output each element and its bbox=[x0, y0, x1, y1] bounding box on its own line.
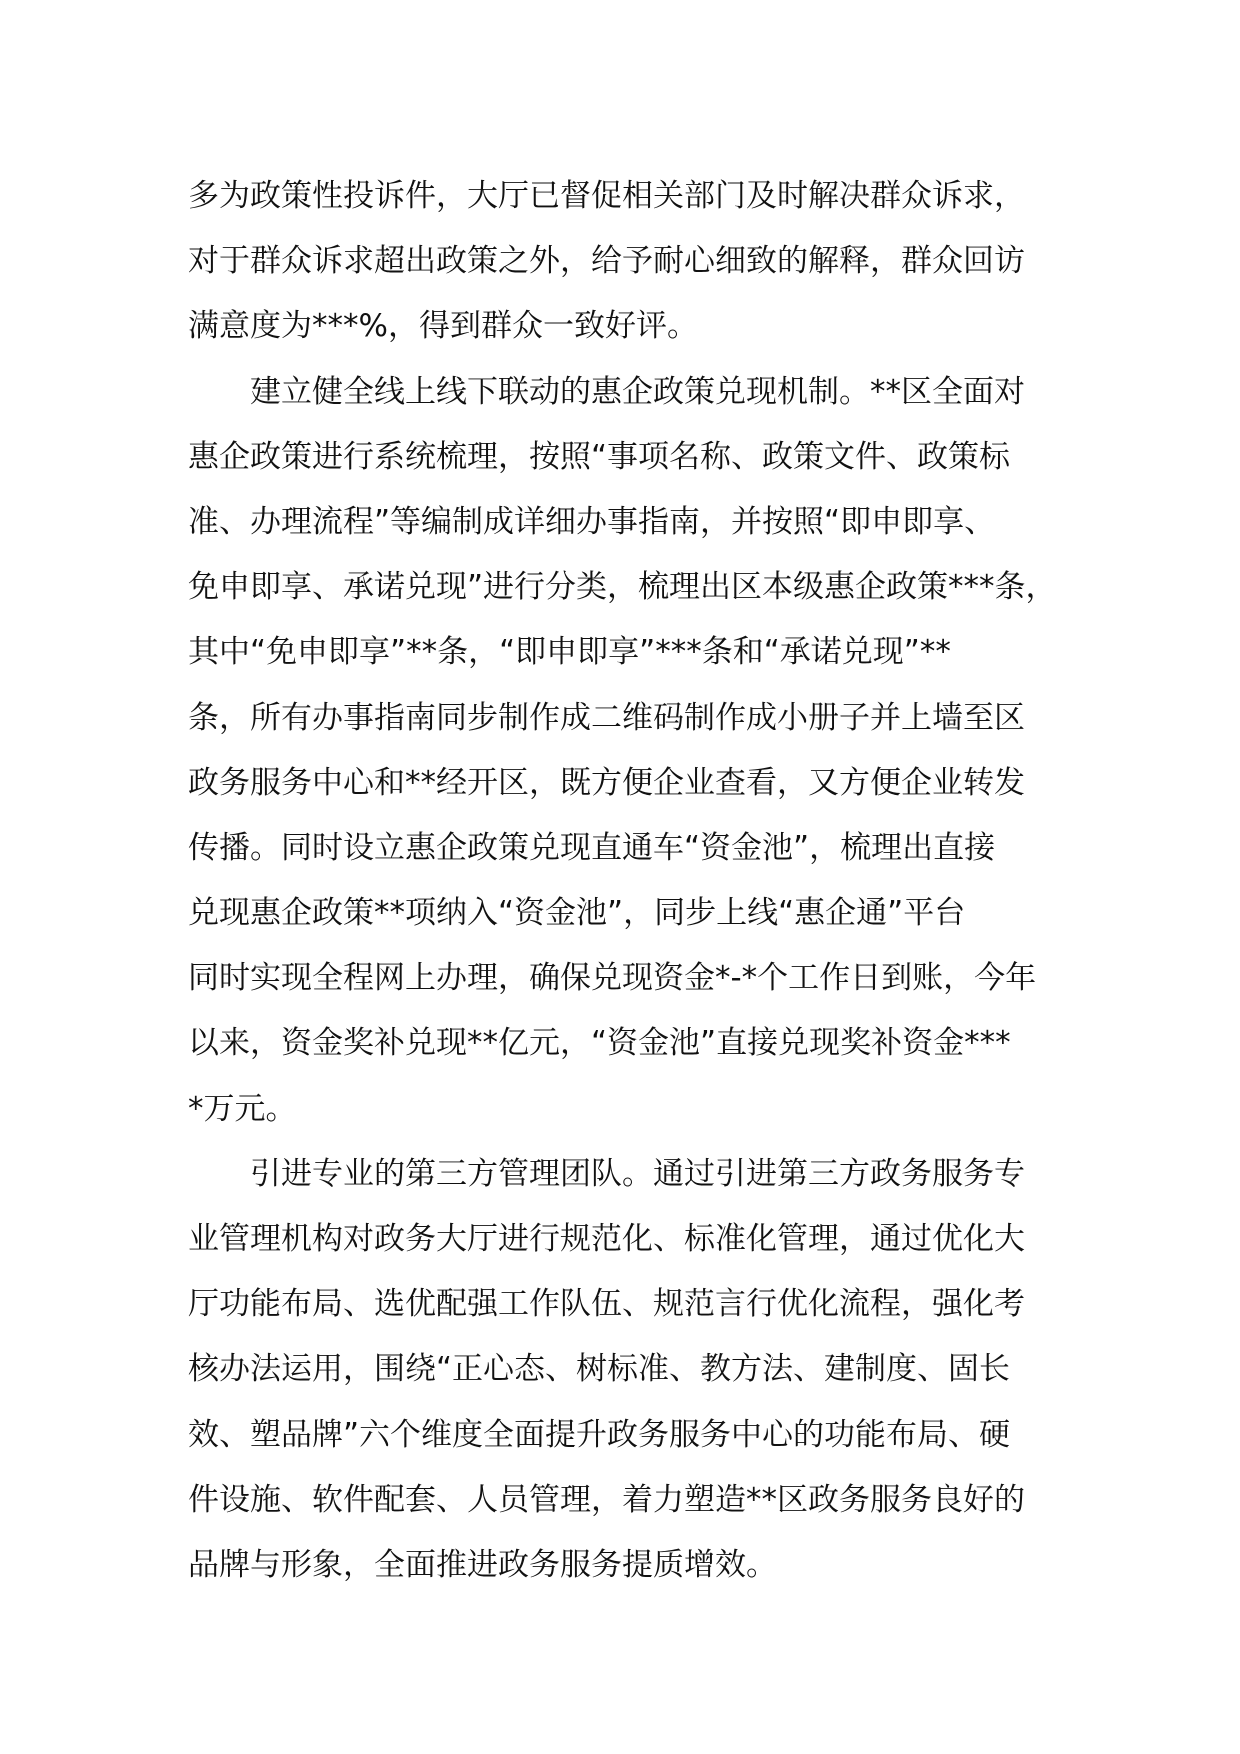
paragraph-complaints bbox=[188, 164, 1068, 360]
paragraph-line: 效、塑品牌”六个维度全面提升政务服务中心的功能布局、硬 bbox=[188, 1416, 1011, 1453]
paragraph-line: 其中“免申即享”**条，“即申即享”***条和“承诺兑现”** bbox=[188, 634, 951, 671]
paragraph-line: 同时实现全程网上办理，确保兑现资金*-*个工作日到账，今年 bbox=[188, 960, 1037, 997]
document-body bbox=[188, 164, 1068, 1598]
paragraph-line: *万元。 bbox=[188, 1090, 297, 1127]
paragraph-third-party-team bbox=[188, 1142, 1068, 1598]
paragraph-policy-mechanism bbox=[188, 360, 1068, 1142]
paragraph-line: 业管理机构对政务大厅进行规范化、标准化管理，通过优化大 bbox=[188, 1221, 1025, 1257]
paragraph-line: 件设施、软件配套、人员管理，着力塑造**区政务服务良好的 bbox=[188, 1481, 1025, 1518]
paragraph-line: 条，所有办事指南同步制作成二维码制作成小册子并上墙至区 bbox=[188, 699, 1025, 736]
paragraph-line: 厅功能布局、选优配强工作队伍、规范言行优化流程，强化考 bbox=[188, 1286, 1025, 1323]
paragraph-line: 建立健全线上线下联动的惠企政策兑现机制。**区全面对 bbox=[250, 373, 1025, 410]
paragraph-line: 以来，资金奖补兑现**亿元，“资金池”直接兑现奖补资金*** bbox=[188, 1025, 1011, 1062]
paragraph-line: 多为政策性投诉件，大厅已督促相关部门及时解决群众诉求， bbox=[188, 178, 1025, 214]
paragraph-line: 品牌与形象，全面推进政务服务提质增效。 bbox=[188, 1546, 777, 1583]
paragraph-line: 免申即享、承诺兑现”进行分类，梳理出区本级惠企政策***条， bbox=[188, 569, 1057, 606]
paragraph-line: 满意度为***%，得到群众一致好评。 bbox=[188, 308, 698, 345]
paragraph-line: 惠企政策进行系统梳理，按照“事项名称、政策文件、政策标 bbox=[188, 438, 1011, 475]
paragraph-line: 对于群众诉求超出政策之外，给予耐心细致的解释，群众回访 bbox=[188, 243, 1025, 280]
paragraph-line: 准、办理流程”等编制成详细办事指南，并按照“即申即享、 bbox=[188, 503, 996, 540]
paragraph-line: 核办法运用，围绕“正心态、树标准、教方法、建制度、固长 bbox=[188, 1351, 1011, 1388]
paragraph-line: 传播。同时设立惠企政策兑现直通车“资金池”，梳理出直接 bbox=[188, 829, 996, 866]
paragraph-line: 兑现惠企政策**项纳入“资金池”，同步上线“惠企通”平台 bbox=[188, 895, 966, 932]
paragraph-line: 政务服务中心和**经开区，既方便企业查看，又方便企业转发 bbox=[188, 764, 1025, 801]
paragraph-line: 引进专业的第三方管理团队。通过引进第三方政务服务专 bbox=[250, 1155, 1025, 1192]
